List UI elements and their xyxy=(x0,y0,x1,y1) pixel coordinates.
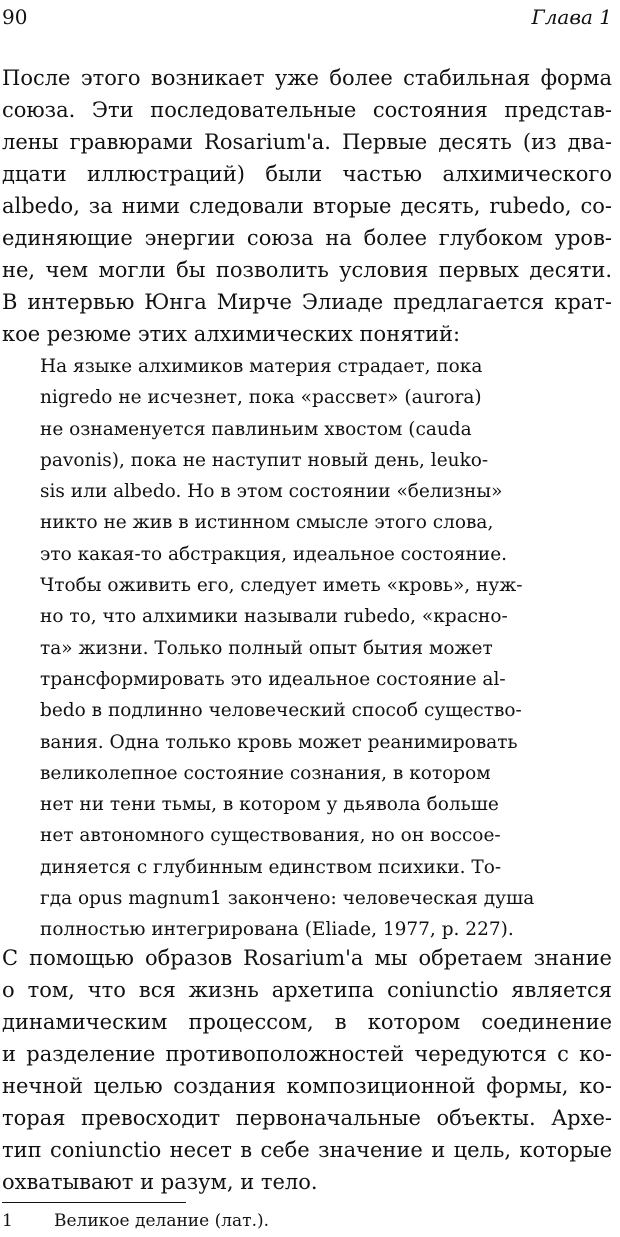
paragraph2-line: нечной целью создания композиционной формы, ко- xyxy=(2,1074,612,1098)
paragraph1-line: кое резюме этих алхимических понятий: xyxy=(2,322,461,346)
paragraph1-line: лены гравюрами Rosarium'a. Первые десять (из два- xyxy=(2,130,612,154)
quote-line: вания. Одна только кровь может реанимировать xyxy=(40,731,518,753)
quote-line: великолепное состояние сознания, в котором xyxy=(40,762,491,784)
paragraph1-line: союза. Эти последовательные состояния представ- xyxy=(2,98,612,122)
quote-line: не ознаменуется павлиньим хвостом (cauda xyxy=(40,418,472,440)
quote-line: nigredo не исчезнет, пока «рассвет» (aurora) xyxy=(40,387,482,409)
block-quote xyxy=(40,351,596,946)
quote-line: гда opus magnum1 закончено: человеческая душа xyxy=(40,888,535,910)
body-paragraph-1 xyxy=(2,62,612,350)
paragraph2-line: охватывают и разум, и тело. xyxy=(2,1170,318,1194)
footnote-number: 1 xyxy=(2,1211,13,1231)
paragraph2-line: о том, что вся жизнь архетипа coniunctio является xyxy=(2,978,612,1002)
quote-line: полностью интегрирована (Eliade, 1977, p. 227). xyxy=(40,919,514,941)
quote-line: нет ни тени тьмы, в котором у дьявола больше xyxy=(40,794,499,816)
quote-line: трансформировать это идеальное состояние al- xyxy=(40,668,506,690)
page-number: 90 xyxy=(2,5,28,29)
quote-line: Чтобы оживить его, следует иметь «кровь», нуж- xyxy=(40,575,523,597)
paragraph2-line: динамическим процессом, в котором соединение xyxy=(2,1010,612,1034)
paragraph1-line: не, чем могли бы позволить условия первых десяти. xyxy=(2,258,612,282)
paragraph2-line: и разделение противоположностей чередуются с ко- xyxy=(2,1042,612,1066)
paragraph1-line: единяющие энергии союза на более глубоком уров- xyxy=(2,226,612,250)
quote-line: pavonis), пока не наступит новый день, leuko- xyxy=(40,449,489,471)
paragraph1-line: После этого возникает уже более стабильная форма xyxy=(2,66,612,90)
paragraph1-line: дцати иллюстраций) были частью алхимического xyxy=(2,162,612,186)
quote-line: sis или albedo. Но в этом состоянии «белизны» xyxy=(40,481,503,503)
quote-line: никто не жив в истинном смысле этого слова, xyxy=(40,512,494,534)
paragraph2-line: С помощью образов Rosarium'a мы обретаем знание xyxy=(2,946,612,970)
quote-line: bedo в подлинно человеческий способ существо- xyxy=(40,700,522,722)
body-paragraph-2 xyxy=(2,942,612,1198)
paragraph1-line: В интервью Юнга Мирче Элиаде предлагается крат- xyxy=(2,290,612,314)
footnote-text: Великое делание (лат.). xyxy=(54,1211,270,1231)
paragraph2-line: тип coniunctio несет в себе значение и цель, которые xyxy=(2,1138,612,1162)
quote-line: нет автономного существования, но он воссое- xyxy=(40,825,501,847)
quote-line: но то, что алхимики называли rubedo, «красно- xyxy=(40,606,508,628)
footnote-rule xyxy=(2,1202,186,1203)
quote-line: На языке алхимиков материя страдает, пока xyxy=(40,356,483,377)
paragraph2-line: торая превосходит первоначальные объекты. Архе- xyxy=(2,1106,612,1130)
footnote xyxy=(2,1208,269,1234)
page-header xyxy=(0,0,620,30)
paragraph1-line: albedo, за ними следовали вторые десять, rubedo, со- xyxy=(2,194,612,218)
quote-line: диняется с глубинным единством психики. То- xyxy=(40,856,502,878)
quote-line: та» жизни. Только полный опыт бытия может xyxy=(40,637,493,659)
chapter-title: Глава 1 xyxy=(531,5,612,29)
quote-line: это какая-то абстракция, идеальное состояние. xyxy=(40,543,508,565)
